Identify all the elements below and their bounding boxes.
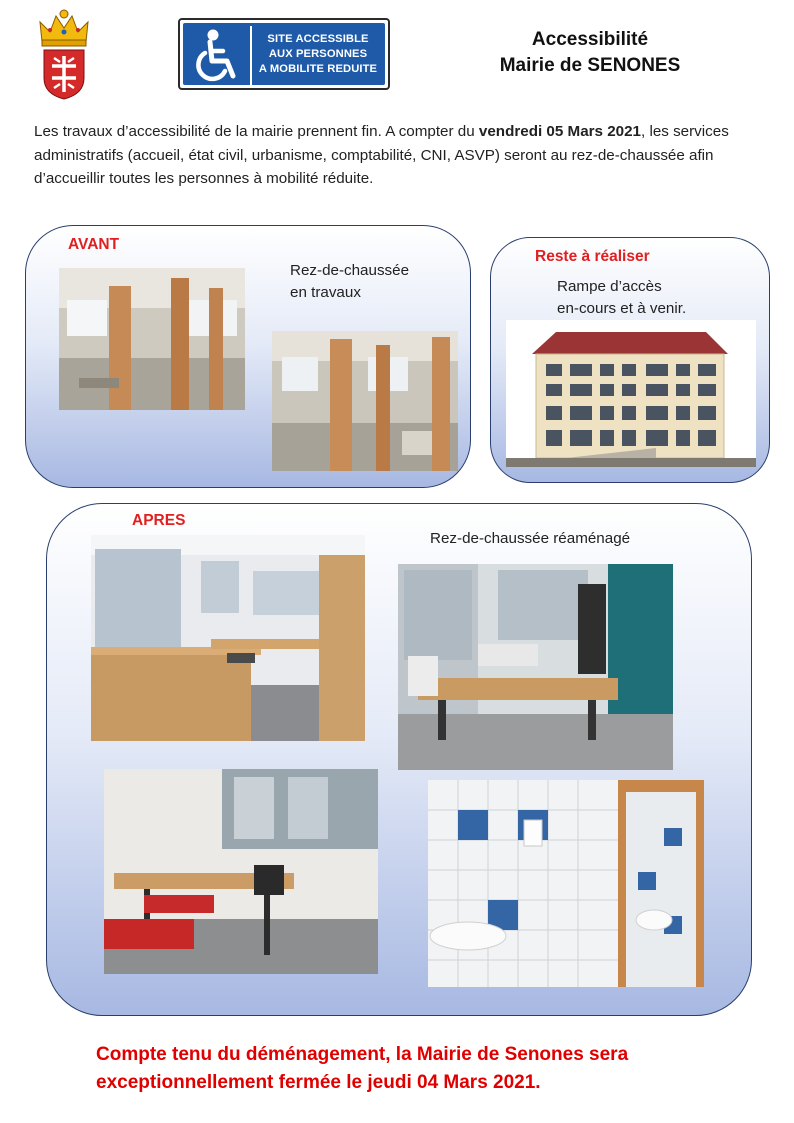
avant-caption (290, 260, 409, 304)
photo-after-office-2 (398, 564, 673, 770)
photo-after-meeting-room (104, 769, 378, 974)
avant-caption-line-1: Rez-de-chaussée (290, 262, 410, 279)
avant-label: AVANT (68, 236, 120, 253)
intro-text-2: , les services administratifs (accueil, état civil, urbanisme, comptabilité, CNI, ASVP) seront au rez-de-chaussée afin d’accueillir toutes les personnes à mobilité réduite. (34, 123, 729, 187)
page-title (450, 27, 730, 79)
sign-line-1: SITE ACCESSIBLE (267, 33, 369, 45)
wheelchair-icon (189, 27, 247, 85)
reste-caption-line-2: en-cours et à venir. (557, 300, 687, 317)
intro-text-1: Les travaux d’accessibilité de la mairie prennent fin. A compter du (34, 123, 479, 140)
coat-of-arms-logo (36, 8, 92, 100)
avant-caption-line-2: en travaux (290, 284, 361, 301)
title-line-1: Accessibilité (531, 29, 649, 50)
intro-paragraph (34, 120, 764, 191)
photo-before-works-1 (59, 268, 245, 410)
photo-before-works-2 (272, 331, 458, 471)
reste-label: Reste à réaliser (535, 248, 650, 265)
photo-after-bathroom (428, 780, 704, 987)
accessibility-sign (178, 18, 390, 90)
closure-notice-line-2: exceptionnellement fermée le jeudi 04 Mars 2021. (96, 1072, 541, 1093)
photo-after-office-1 (91, 535, 365, 741)
sign-line-2: AUX PERSONNES (268, 48, 368, 60)
building-facade-drawing (506, 320, 756, 467)
intro-date: vendredi 05 Mars 2021 (478, 123, 642, 140)
sign-line-3: A MOBILITE REDUITE (258, 63, 378, 75)
closure-notice (96, 1041, 736, 1097)
apres-label: APRES (132, 512, 186, 529)
reste-caption-line-1: Rampe d’accès (557, 278, 662, 295)
reste-caption (557, 276, 686, 320)
closure-notice-line-1: Compte tenu du déménagement, la Mairie de Senones sera (96, 1044, 629, 1065)
apres-caption: Rez-de-chaussée réaménagé (430, 530, 631, 547)
title-line-2: Mairie de SENONES (499, 55, 681, 76)
